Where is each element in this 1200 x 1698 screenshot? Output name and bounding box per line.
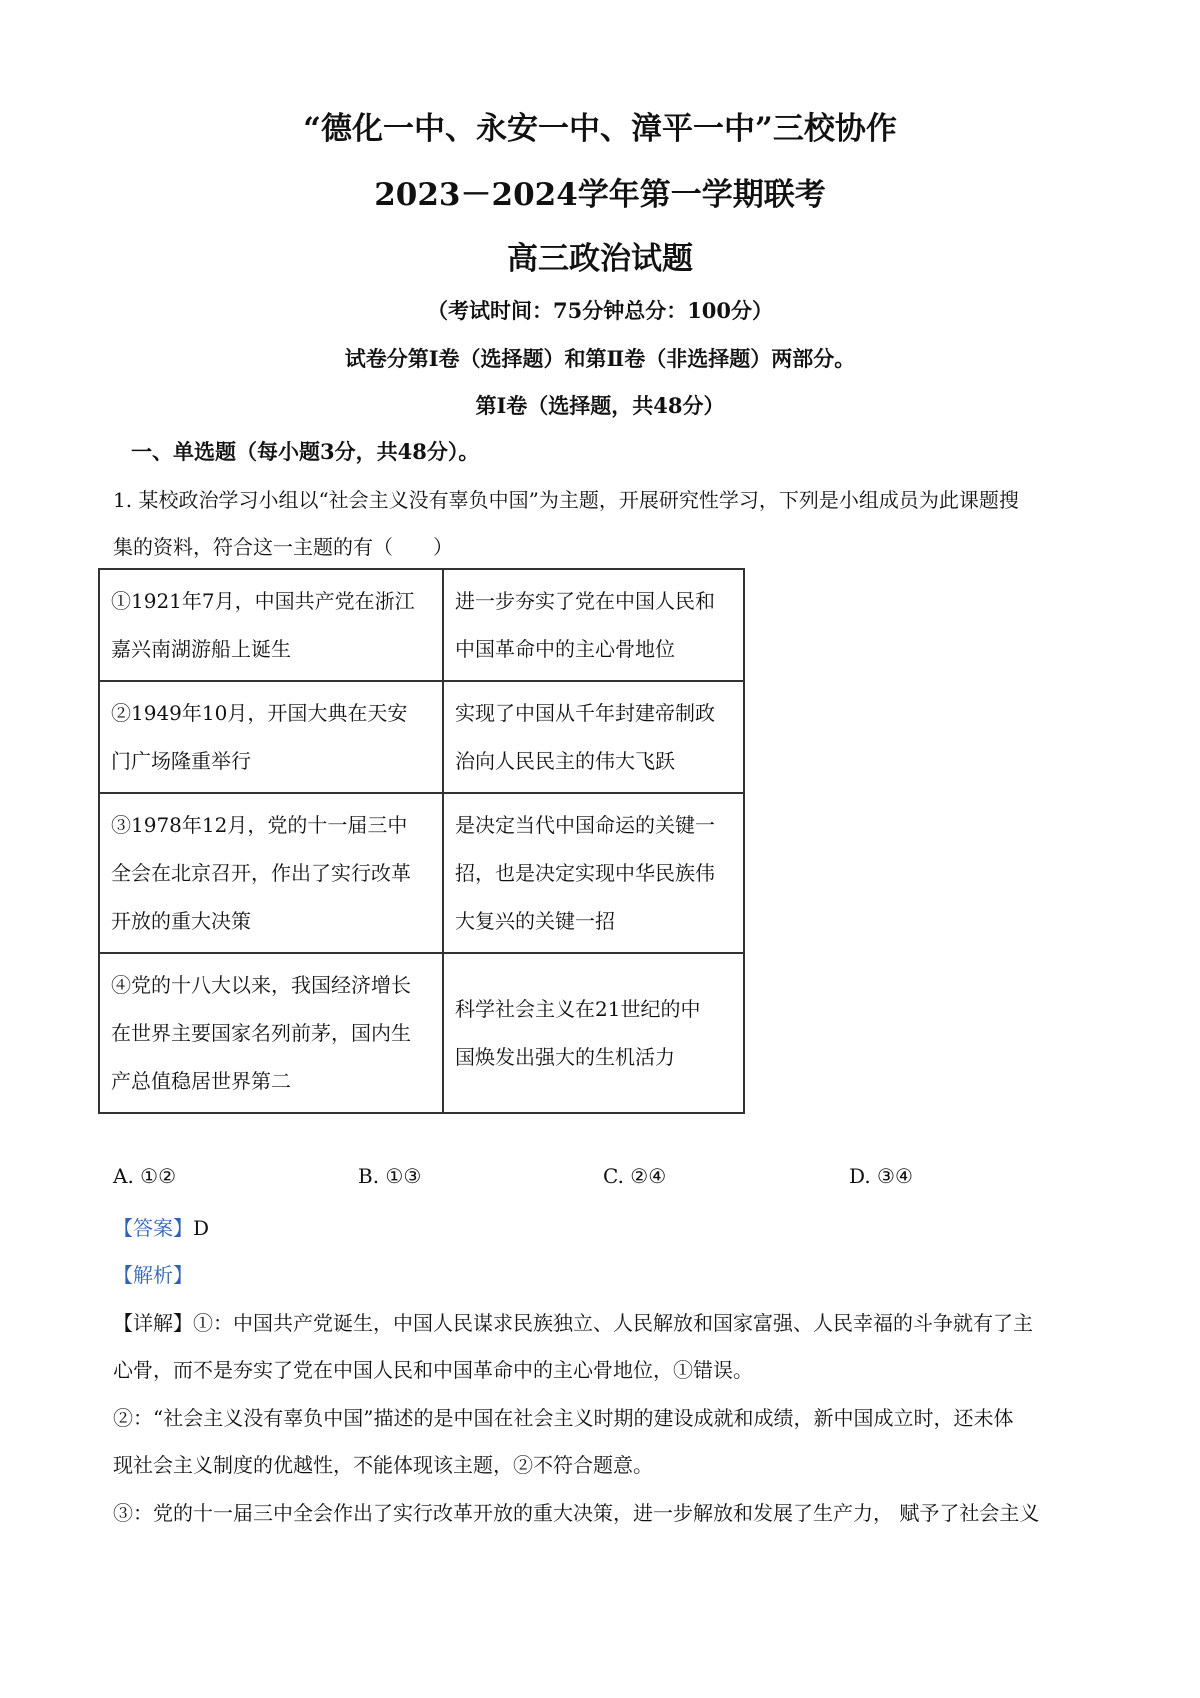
- analysis-tag: 【解析】: [113, 1263, 193, 1287]
- cell-line: 是决定当代中国命运的关键一: [455, 813, 715, 837]
- part1-heading: 第Ⅰ卷（选择题，共48分）: [475, 393, 725, 418]
- section1-heading: 一、单选题（每小题3分，共48分）。: [131, 439, 480, 464]
- cell-line: 招，也是决定实现中华民族伟: [455, 861, 715, 885]
- detail-line: 现社会主义制度的优越性，不能体现该主题，②不符合题意。: [113, 1453, 653, 1477]
- table-row: [99, 569, 744, 681]
- table-cell-meaning: [443, 793, 744, 953]
- paper-structure: 试卷分第Ⅰ卷（选择题）和第Ⅱ卷（非选择题）两部分。: [344, 346, 856, 371]
- exam-info: （考试时间：75分钟总分：100分）: [426, 298, 774, 323]
- q1-stem-line1: 1. 某校政治学习小组以“社会主义没有辜负中国”为主题，开展研究性学习，下列是小组成员为此课题搜: [113, 488, 1019, 512]
- option-b: B. ①③: [358, 1164, 422, 1188]
- title-schools: “德化一中、永安一中、漳平一中”三校协作: [303, 111, 897, 147]
- q1-stem-line2: 集的资料，符合这一主题的有（ ）: [113, 535, 453, 559]
- cell-line: 产总值稳居世界第二: [111, 1069, 291, 1093]
- detail-line: 心骨，而不是夯实了党在中国人民和中国革命中的主心骨地位，①错误。: [113, 1358, 753, 1382]
- detail-line: ③：党的十一届三中全会作出了实行改革开放的重大决策，进一步解放和发展了生产力， 赋予了社会主义: [113, 1501, 1040, 1525]
- cell-line: ④党的十八大以来，我国经济增长: [111, 973, 411, 997]
- answer-tag: 【答案】: [113, 1216, 193, 1240]
- table-cell-meaning: [443, 681, 744, 793]
- cell-line: 全会在北京召开，作出了实行改革: [111, 861, 411, 885]
- table-row: [99, 681, 744, 793]
- option-a: A. ①②: [113, 1164, 177, 1188]
- title-exam-term: 2023－2024学年第一学期联考: [374, 177, 826, 213]
- table-cell-event: [99, 569, 443, 681]
- option-d: D. ③④: [849, 1164, 913, 1188]
- cell-line: 进一步夯实了党在中国人民和: [455, 589, 715, 613]
- cell-line: 大复兴的关键一招: [455, 909, 615, 933]
- option-c: C. ②④: [603, 1164, 667, 1188]
- cell-line: ②1949年10月，开国大典在天安: [111, 701, 408, 725]
- detail-line: 【详解】①：中国共产党诞生，中国人民谋求民族独立、人民解放和国家富强、人民幸福的斗争就有了主: [113, 1311, 1033, 1335]
- table-cell-meaning: [443, 569, 744, 681]
- cell-line: 国焕发出强大的生机活力: [455, 1045, 675, 1069]
- q1-materials-table: [98, 568, 745, 1114]
- table-cell-event: [99, 793, 443, 953]
- answer-value: D: [193, 1216, 210, 1240]
- cell-line: ①1921年7月，中国共产党在浙江: [111, 589, 415, 613]
- cell-line: 中国革命中的主心骨地位: [455, 637, 675, 661]
- cell-line: 实现了中国从千年封建帝制政: [455, 701, 715, 725]
- title-subject: 高三政治试题: [507, 241, 693, 277]
- cell-line: 治向人民民主的伟大飞跃: [455, 749, 675, 773]
- cell-line: ③1978年12月，党的十一届三中: [111, 813, 408, 837]
- cell-line: 门广场隆重举行: [111, 749, 251, 773]
- cell-line: 科学社会主义在21世纪的中: [455, 997, 701, 1021]
- table-row: [99, 793, 744, 953]
- cell-line: 开放的重大决策: [111, 909, 251, 933]
- answer-line: [113, 1212, 209, 1241]
- table-cell-meaning: [443, 953, 744, 1113]
- table-cell-event: [99, 681, 443, 793]
- table-row: [99, 953, 744, 1113]
- table-cell-event: [99, 953, 443, 1113]
- cell-line: 嘉兴南湖游船上诞生: [111, 637, 291, 661]
- cell-line: 在世界主要国家名列前茅，国内生: [111, 1021, 411, 1045]
- detail-line: ②：“社会主义没有辜负中国”描述的是中国在社会主义时期的建设成就和成绩，新中国成立时，还未体: [113, 1406, 1014, 1430]
